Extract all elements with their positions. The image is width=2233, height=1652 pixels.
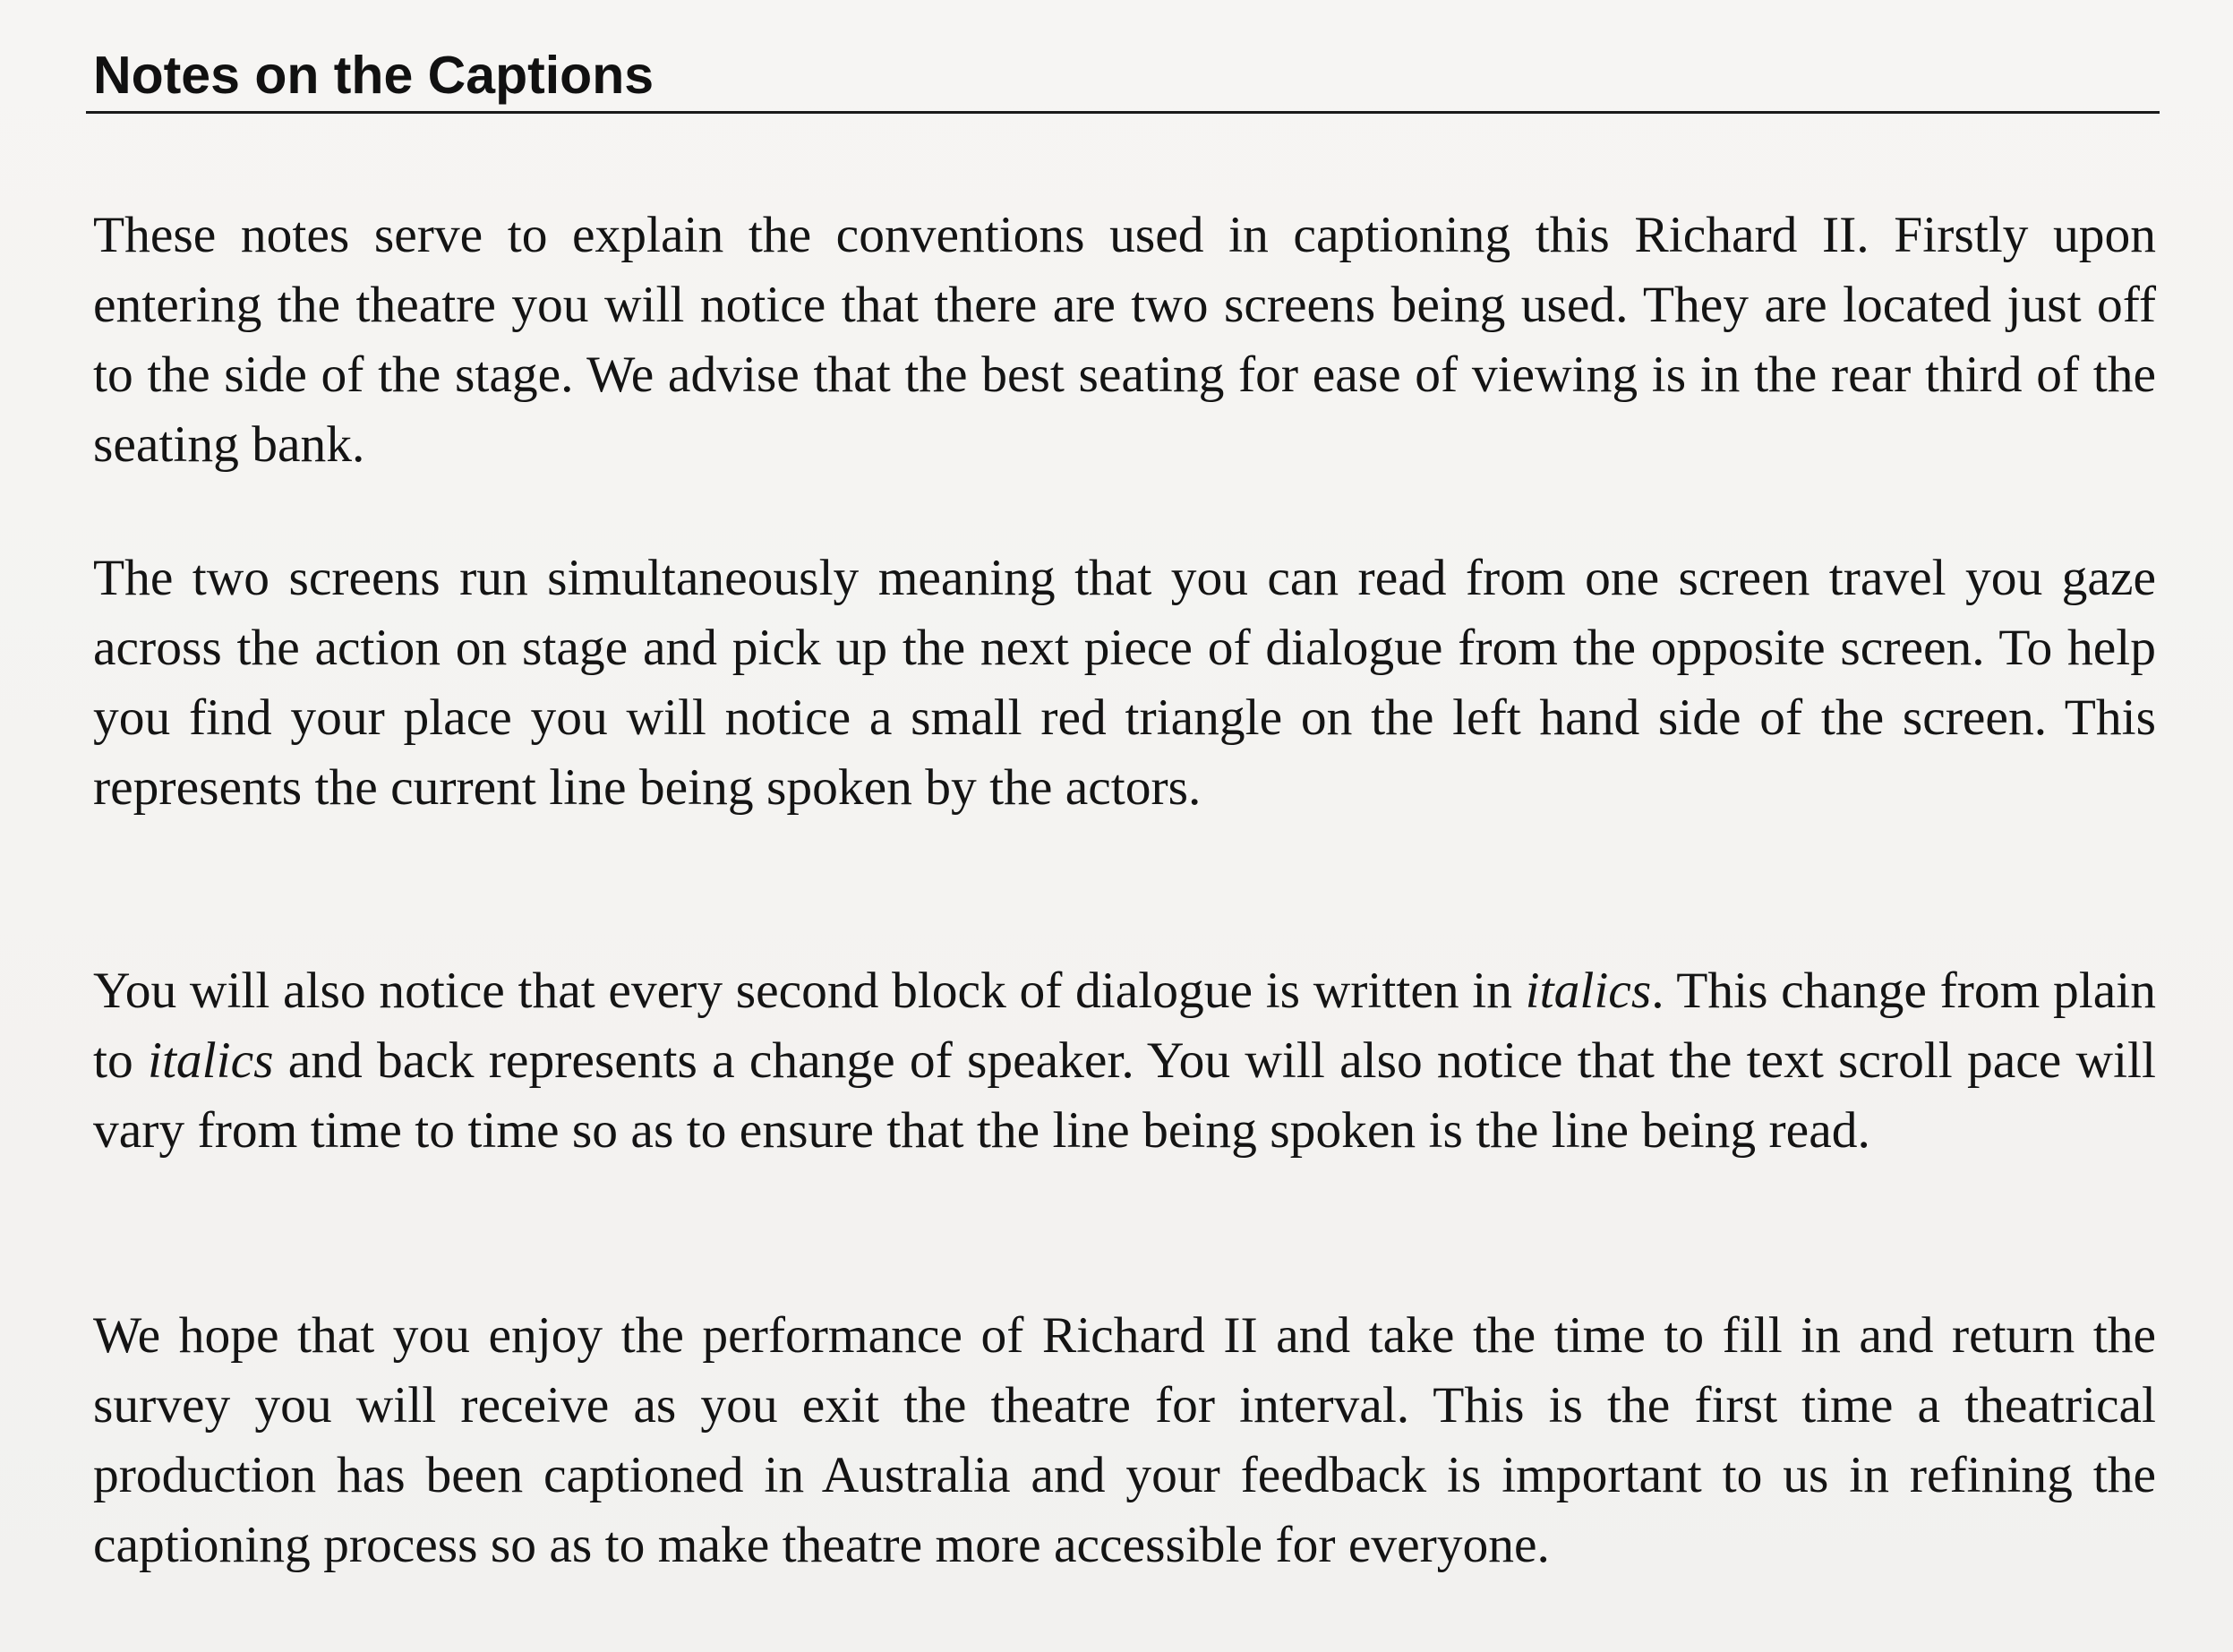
paragraph-screens-location: These notes serve to explain the conventions used in captioning this Richard II. Firstly upon entering the theatre you will notice that there are two screens being used. They are located just off to the side of the stage. We advise that the best seating for ease of viewing is in the rear third of the seating bank. [93,207,2156,473]
heading-divider [86,111,2160,114]
paragraph-survey-feedback: We hope that you enjoy the performance of Richard II and take the time to fill in and return the survey you will receive as you exit the theatre for interval. This is the first time a theatrical production has been captioned in Australia and your feedback is important to us in refining the captioning process so as to make theatre more accessible for everyone. [93,1307,2156,1573]
paragraph-simultaneous-screens: The two screens run simultaneously meaning that you can read from one screen travel you gaze across the action on stage and pick up the next piece of dialogue from the opposite screen. To help you find your place you will notice a small red triangle on the left hand side of the screen. This represents the current line being spoken by the actors. [93,550,2156,816]
italic-term: italics [147,1032,274,1089]
paragraph-text: and back represents a change of speaker. You will also notice that the text scroll pace will vary from time to time so as to ensure that the line being spoken is the line being read. [93,1032,2156,1159]
page-title: Notes on the Captions [93,46,654,105]
italic-term: italics [1525,963,1652,1019]
paragraph-italics-convention [93,956,2156,1166]
paragraph-text: You will also notice that every second block of dialogue is written in [93,963,1526,1019]
paragraph-text: . This change from plain to [93,963,2156,1089]
